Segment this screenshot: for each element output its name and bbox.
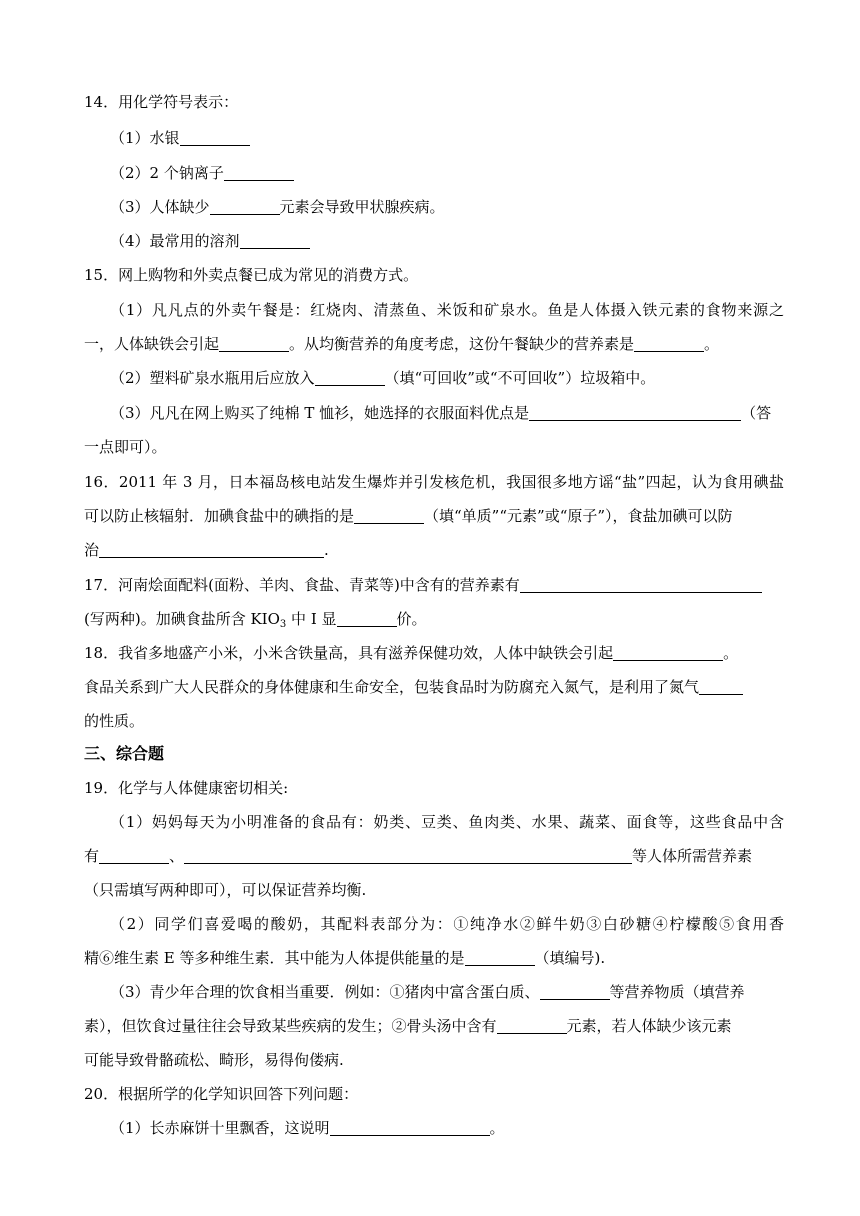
question-16: 16．2011 年 3 月，日本福岛核电站发生爆炸并引发核危机，我国很多地方谣“盐”四起，认为食用碘盐 (84, 473, 784, 491)
question-19-part-3-cont: 素），但饮食过量往往会导致某些疾病的发生；②骨头汤中含有 元素，若人体缺少该元素 (84, 1017, 732, 1035)
question-14-part-2: （2）2 个钠离子 (110, 163, 810, 185)
question-19-part-1-cont: 有 、 等人体所需营养素 (84, 847, 753, 865)
answer-blank[interactable] (99, 542, 324, 558)
question-19-part-3-cont-2: 可能导致骨骼疏松、畸形，易得佝偻病. (84, 1051, 344, 1069)
question-15: 15．网上购物和外卖点餐已成为常见的消费方式。 (84, 266, 419, 284)
answer-blank[interactable] (699, 679, 743, 695)
question-14-part-3: （3）人体缺少 元素会导致甲状腺疾病。 (110, 198, 445, 216)
answer-blank[interactable] (330, 1120, 490, 1136)
question-14-part-1: （1）水银 (110, 128, 810, 150)
answer-blank[interactable] (219, 336, 289, 352)
question-16-cont: 可以防止核辐射．加碘食盐中的碘指的是 （填“单质”“元素”或“原子”），食盐加碘可以防 (84, 507, 733, 525)
question-18: 18．我省多地盛产小米，小米含铁量高，具有滋养保健功效，人体中缺铁会引起 。 (84, 644, 739, 662)
question-19-part-1: （1）妈妈每天为小明准备的食品有：奶类、豆类、鱼肉类、水果、蔬菜、面食等，这些食品中含 (110, 813, 784, 831)
question-20-part-1: （1）长赤麻饼十里飘香，这说明 。 (110, 1119, 505, 1137)
question-15-part-1: （1）凡凡点的外卖午餐是：红烧肉、清蒸鱼、米饭和矿泉水。鱼是人体摄入铁元素的食物来源之 (110, 301, 784, 319)
question-16-cont-2: 治 . (84, 541, 329, 559)
answer-blank[interactable] (497, 1018, 567, 1034)
answer-blank[interactable] (634, 336, 704, 352)
question-19-part-1-cont-2: （只需填写两种即可），可以保证营养均衡. (84, 881, 367, 899)
answer-blank[interactable] (354, 508, 424, 524)
question-20: 20．根据所学的化学知识回答下列问题： (84, 1085, 359, 1103)
question-17-cont: (写两种)。加碘食盐所含 $KIO_3$ 中 I 显 价。 (84, 610, 427, 630)
answer-blank[interactable] (529, 405, 741, 421)
answer-blank[interactable] (240, 233, 310, 249)
answer-blank[interactable] (520, 577, 762, 593)
question-14: 14．用化学符号表示： (84, 93, 239, 111)
question-17: 17．河南烩面配料(面粉、羊肉、食盐、青菜等)中含有的营养素有 (84, 575, 784, 597)
answer-blank[interactable] (337, 611, 397, 627)
question-15-part-2: （2）塑料矿泉水瓶用后应放入 （填“可回收”或“不可回收”）垃圾箱中。 (110, 369, 656, 387)
question-19-part-2: （2）同学们喜爱喝的酸奶，其配料表部分为：①纯净水②鲜牛奶③白砂糖④柠檬酸⑤食用香 (110, 915, 784, 933)
answer-blank[interactable] (184, 848, 632, 864)
section-heading: 三、综合题 (84, 744, 165, 763)
answer-blank[interactable] (224, 165, 294, 181)
question-19-part-2-cont: 精⑥维生素 E 等多种维生素．其中能为人体提供能量的是 （填编号). (84, 949, 606, 967)
answer-blank[interactable] (99, 848, 169, 864)
answer-blank[interactable] (613, 645, 723, 661)
answer-blank[interactable] (540, 984, 610, 1000)
question-18-cont-2: 的性质。 (84, 712, 145, 730)
answer-blank[interactable] (210, 199, 280, 215)
answer-blank[interactable] (180, 130, 250, 146)
question-15-part-1-cont: 一，人体缺铁会引起 。从均衡营养的角度考虑，这份午餐缺少的营养素是 。 (84, 335, 720, 353)
question-19: 19．化学与人体健康密切相关: (84, 779, 289, 797)
answer-blank[interactable] (465, 950, 535, 966)
question-14-part-4: （4）最常用的溶剂 (110, 231, 810, 253)
answer-blank[interactable] (315, 370, 385, 386)
question-19-part-3: （3）青少年合理的饮食相当重要．例如：①猪肉中富含蛋白质、 等营养物质（填营养 (110, 983, 745, 1001)
question-18-cont: 食品关系到广大人民群众的身体健康和生命安全，包装食品时为防腐充入氮气，是利用了氮气 (84, 677, 784, 699)
question-15-part-3: （3）凡凡在网上购买了纯棉 T 恤衫，她选择的衣服面料优点是 （答 (110, 404, 772, 422)
question-15-part-3-cont: 一点即可）。 (84, 438, 167, 456)
